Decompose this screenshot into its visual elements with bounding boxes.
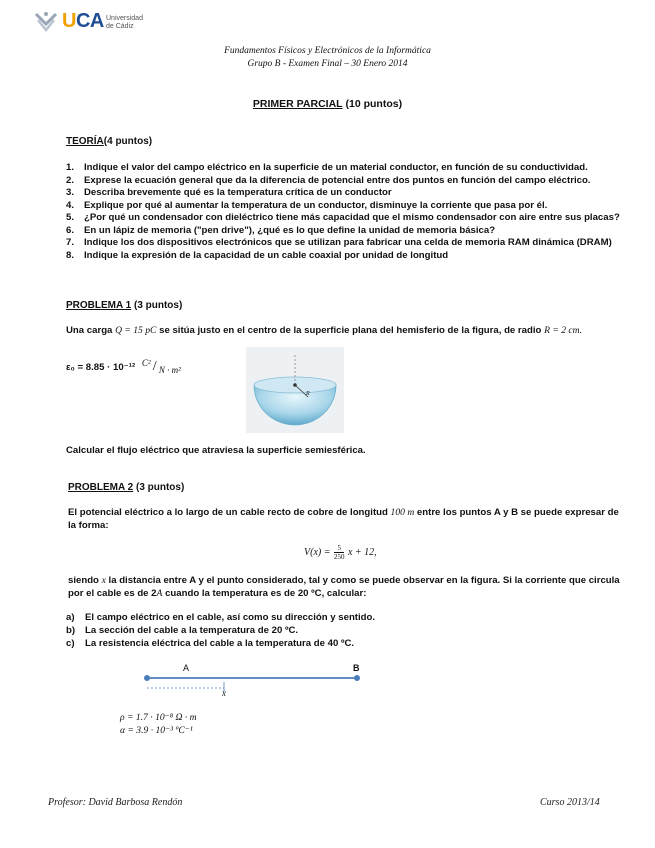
- point-b-marker: [354, 675, 360, 681]
- epsilon-unit-den: N · m²: [158, 365, 181, 376]
- teoria-heading: [66, 136, 152, 147]
- radius-label: R: [306, 391, 310, 397]
- list-item: 4. Explique por qué al aumentar la temperatura de un conductor, disminuye la corriente que pasa por él.: [66, 199, 548, 211]
- problema1-statement: Una carga Q = 15 pC se sitúa justo en el centro de la superficie plana del hemisferio de la figura, de radio R = 2 cm.: [66, 325, 582, 336]
- problema2-desc-line2: por el cable es de 2A cuando la temperatura es de 20 ºC, calcular:: [68, 588, 367, 599]
- problema1-question: Calcular el flujo eléctrico que atraviesa la superficie semiesférica.: [66, 445, 366, 456]
- logo-line1: Universidad: [106, 15, 143, 22]
- potential-equation: [304, 544, 377, 561]
- exam-title: Grupo B - Examen Final – 30 Enero 2014: [247, 59, 408, 69]
- rho-constant: ρ = 1.7 · 10⁻⁸ Ω · m: [120, 712, 197, 723]
- footer-professor: Profesor: David Barbosa Rendón: [48, 797, 183, 808]
- epsilon-label: ε₀ = 8.85 · 10⁻¹²: [66, 362, 136, 373]
- logo-wordmark: UCA: [62, 10, 104, 32]
- point-b-label: B: [353, 663, 360, 673]
- problema2-heading: [68, 482, 184, 493]
- problema1-heading: [66, 300, 182, 311]
- subject-title: Fundamentos Físicos y Electrónicos de la Informática: [224, 46, 431, 56]
- primer-parcial-title: PRIMER PARCIAL: [252, 98, 343, 110]
- alpha-constant: α = 3.9 · 10⁻³ ºC⁻¹: [120, 725, 193, 736]
- list-item: 8. Indique la expresión de la capacidad de un cable coaxial por unidad de longitud: [66, 249, 449, 261]
- hemisphere-illustration: [246, 347, 344, 433]
- list-item: 6. En un lápiz de memoria ("pen drive"), ¿qué es lo que define la unidad de memoria básica?: [66, 224, 496, 236]
- equation-numerator: 5: [334, 544, 345, 553]
- cable-figure: [140, 662, 370, 702]
- teoria-questions: [66, 162, 620, 262]
- list-item: 2. Exprese la ecuación general que da la diferencia de potencial entre dos puntos en función del campo eléctrico.: [66, 174, 591, 186]
- point-a-label: A: [183, 663, 190, 673]
- equation-denominator: 250: [333, 553, 345, 561]
- x-label: x: [222, 688, 226, 698]
- list-item: 7. Indique los dos dispositivos electrónicos que se utilizan para fabricar una celda de memoria RAM dinámica (DRAM): [66, 237, 612, 248]
- problema2-statement-line2: la forma:: [68, 520, 109, 531]
- logo-subtitle: [106, 15, 143, 31]
- equation-rhs: x + 12,: [347, 546, 377, 558]
- list-item: c) La resistencia eléctrica del cable a la temperatura de 40 ºC.: [66, 638, 355, 649]
- teoria-points: (4 puntos): [103, 136, 153, 147]
- problema2-points: (3 puntos): [135, 482, 185, 493]
- list-item: 5. ¿Por qué un condensador con dieléctrico tiene más capacidad que el mismo condensador con aire entre sus placas?: [66, 212, 620, 223]
- list-item: 3. Describa brevemente qué es la temperatura crítica de un conductor: [66, 187, 392, 198]
- problema1-points: (3 puntos): [133, 300, 183, 311]
- logo-emblem-icon: [34, 10, 60, 34]
- epsilon-constant: ε₀ = 8.85 · 10⁻¹² C² / N · m²: [66, 358, 181, 376]
- teoria-title: TEORÍA: [66, 136, 104, 147]
- point-a-marker: [144, 675, 150, 681]
- problema2-title: PROBLEMA 2: [68, 482, 134, 493]
- hemisphere-figure: [246, 347, 344, 433]
- problema2-statement-line1: El potencial eléctrico a lo largo de un cable recto de cobre de longitud 100 m entre los puntos A y B se puede expresar de: [68, 507, 619, 518]
- list-item: b) La sección del cable a la temperatura de 20 ºC.: [66, 625, 299, 636]
- list-item: a) El campo eléctrico en el cable, así como su dirección y sentido.: [66, 612, 376, 623]
- problema1-title: PROBLEMA 1: [66, 300, 132, 311]
- university-logo: [34, 10, 164, 34]
- equation-lhs: V(x) =: [304, 546, 331, 558]
- epsilon-unit-num: C²: [141, 358, 151, 369]
- cable-diagram: [140, 662, 370, 702]
- problema2-desc-line1: siendo x la distancia entre A y el punto considerado, tal y como se puede observar en la figura. Si la corriente que circula: [68, 575, 620, 586]
- primer-parcial-heading: [0, 98, 655, 110]
- problema2-items: [66, 612, 375, 651]
- footer-course: Curso 2013/14: [540, 797, 600, 808]
- primer-parcial-points: (10 puntos): [345, 98, 403, 110]
- list-item: 1. Indique el valor del campo eléctrico en la superficie de un material conductor, en función de su conductividad.: [66, 162, 588, 173]
- logo-line2: de Cádiz: [106, 23, 134, 30]
